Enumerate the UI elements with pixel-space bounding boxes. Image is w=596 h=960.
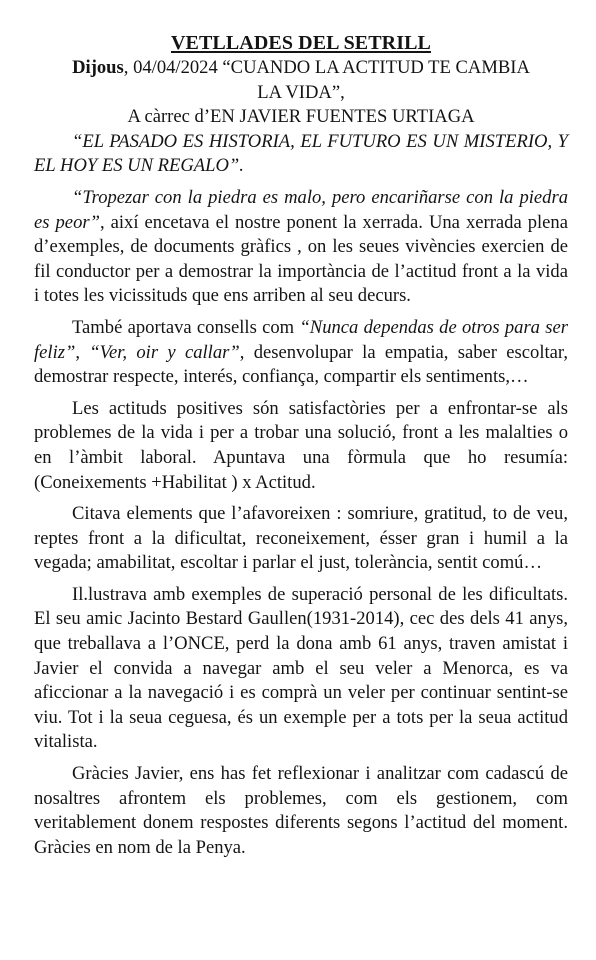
paragraph-3: Les actituds positives són satisfactòries per a enfrontar-se als problemes de la vida i per a trobar una solució, front a les malalties o en l’àmbit laboral. Apuntava una fòrmula que ho resumía: (Coneixements +Habilitat ) x Actitud. [34, 397, 568, 493]
paragraph-2-quote-2: “Ver, oir y callar” [89, 341, 240, 363]
paragraph-1-quote: “Tropezar con la piedra es malo, pero encariñarse con la piedra es peor” [34, 186, 568, 233]
paragraph-2-text: , desenvolupar la empatia, saber escoltar, demostrar respecte, interés, confiança, compartir els sentiments,… [34, 341, 569, 388]
event-day: Dijous [72, 57, 124, 78]
document-title: VETLLADES DEL SETRILL [171, 32, 431, 54]
paragraph-6: Gràcies Javier, ens has fet reflexionar i analitzar com cadascú de nosaltres afrontem els problemes, com els gestionem, com veritablement donem respostes diferents segons l’actitud del moment. Gràcies en nom de la Penya. [34, 763, 568, 858]
paragraph-2-intro: També aportava consells com [72, 316, 300, 338]
paragraph-2-quote-1: “Nunca dependas de otros para ser feliz” [34, 316, 569, 363]
paragraph-5: Il.lustrava amb exemples de superació personal de les dificultats. El seu amic Jacinto Bestard Gaullen(1931-2014), cec des dels 41 anys, que treballava a l’ONCE, perd la dona amb 61 anys, traven amistat i Javier el convida a navegar amb el seu veler a Menorca, es va aficcionar a la navegació i es comprà un veler per continuar sentint-se viu. Tot i la seua ceguesa, és un exemple per a tots per la seua actitud vitalista. [34, 583, 568, 753]
event-title-part1: , 04/04/2024 “CUANDO LA ACTITUD TE CAMBIA [123, 57, 530, 78]
paragraph-4: Citava elements que l’afavoreixen : somriure, gratitud, to de veu, reptes front a la dificultat, reconeixement, ésser gran i humil a la vegada; amabilitat, escoltar i parlar el just, tolerància, sentit comú… [34, 503, 568, 574]
paragraph-1-text: , així encetava el nostre ponent la xerrada. Una xerrada plena d’exemples, de documents gràfics , on les seues vivències exercien de fil conductor per a demostrar la importància de l’actitud front a la vida i totes les vicissituds que ens arriben al seu decurs. [34, 211, 568, 307]
event-date-line [34, 56, 568, 81]
event-title-part2: LA VIDA”, [257, 81, 345, 103]
speaker-line: A càrrec d’EN JAVIER FUENTES URTIAGA [127, 106, 475, 128]
motto: “EL PASADO ES HISTORIA, EL FUTURO ES UN MISTERIO, Y EL HOY ES UN REGALO”. [34, 130, 568, 177]
document-page [34, 30, 568, 867]
paragraph-2 [34, 316, 568, 390]
paragraph-2-separator: , [75, 341, 90, 363]
paragraph-1 [34, 186, 568, 309]
